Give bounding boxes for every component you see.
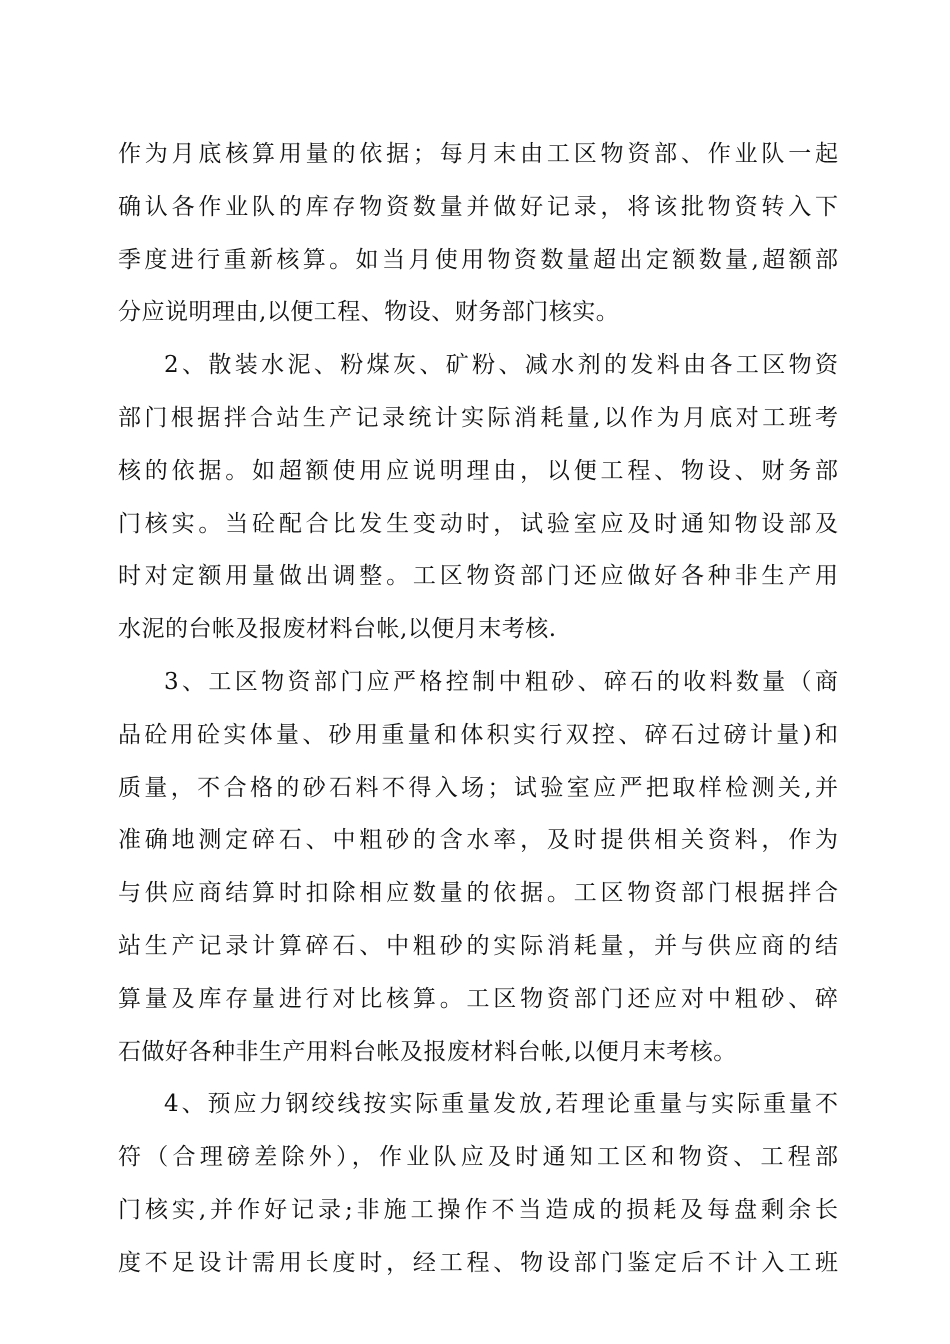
text-line: 时对定额用量做出调整。工区物资部门还应做好各种非生产用	[118, 563, 838, 590]
text-line: 季度进行重新核算。如当月使用物资数量超出定额数量,超额部	[118, 246, 838, 273]
body-text	[118, 128, 838, 1290]
text-line: 部门根据拌合站生产记录统计实际消耗量,以作为月底对工班考	[118, 404, 838, 431]
text-line: 核的依据。如超额使用应说明理由，以便工程、物设、财务部	[118, 457, 838, 484]
text-line: 作为月底核算用量的依据；每月末由工区物资部、作业队一起	[118, 141, 838, 167]
text-line: 分应说明理由,以便工程、物设、财务部门核实。	[118, 299, 620, 326]
text-line: 确认各作业队的库存物资数量并做好记录，将该批物资转入下	[118, 193, 838, 220]
paragraph-2-first-line: 2、散装水泥、粉煤灰、矿粉、减水剂的发料由各工区物资	[164, 352, 838, 379]
paragraph-4-first-line: 4、预应力钢绞线按实际重量发放,若理论重量与实际重量不	[164, 1091, 838, 1118]
text-line: 符（合理磅差除外），作业队应及时通知工区和物资、工程部	[118, 1144, 838, 1171]
text-line: 品砼用砼实体量、砂用重量和体积实行双控、碎石过磅计量)和	[118, 721, 838, 748]
text-line: 与供应商结算时扣除相应数量的依据。工区物资部门根据拌合	[118, 880, 838, 907]
text-line: 水泥的台帐及报废材料台帐,以便月末考核.	[118, 616, 557, 643]
text-line: 门核实,并作好记录;非施工操作不当造成的损耗及每盘剩余长	[118, 1196, 838, 1223]
text-line: 算量及库存量进行对比核算。工区物资部门还应对中粗砂、碎	[118, 985, 838, 1012]
paragraph-3-first-line: 3、工区物资部门应严格控制中粗砂、碎石的收料数量（商	[164, 668, 838, 695]
text-line: 石做好各种非生产用料台帐及报废材料台帐,以便月末考核。	[118, 1038, 737, 1065]
text-line: 站生产记录计算碎石、中粗砂的实际消耗量，并与供应商的结	[118, 932, 838, 959]
text-line: 质量，不合格的砂石料不得入场；试验室应严把取样检测关,并	[118, 774, 838, 801]
text-line: 度不足设计需用长度时，经工程、物设部门鉴定后不计入工班	[118, 1249, 838, 1276]
text-line: 准确地测定碎石、中粗砂的含水率，及时提供相关资料，作为	[118, 827, 838, 854]
text-line: 门核实。当砼配合比发生变动时，试验室应及时通知物设部及	[118, 510, 838, 537]
